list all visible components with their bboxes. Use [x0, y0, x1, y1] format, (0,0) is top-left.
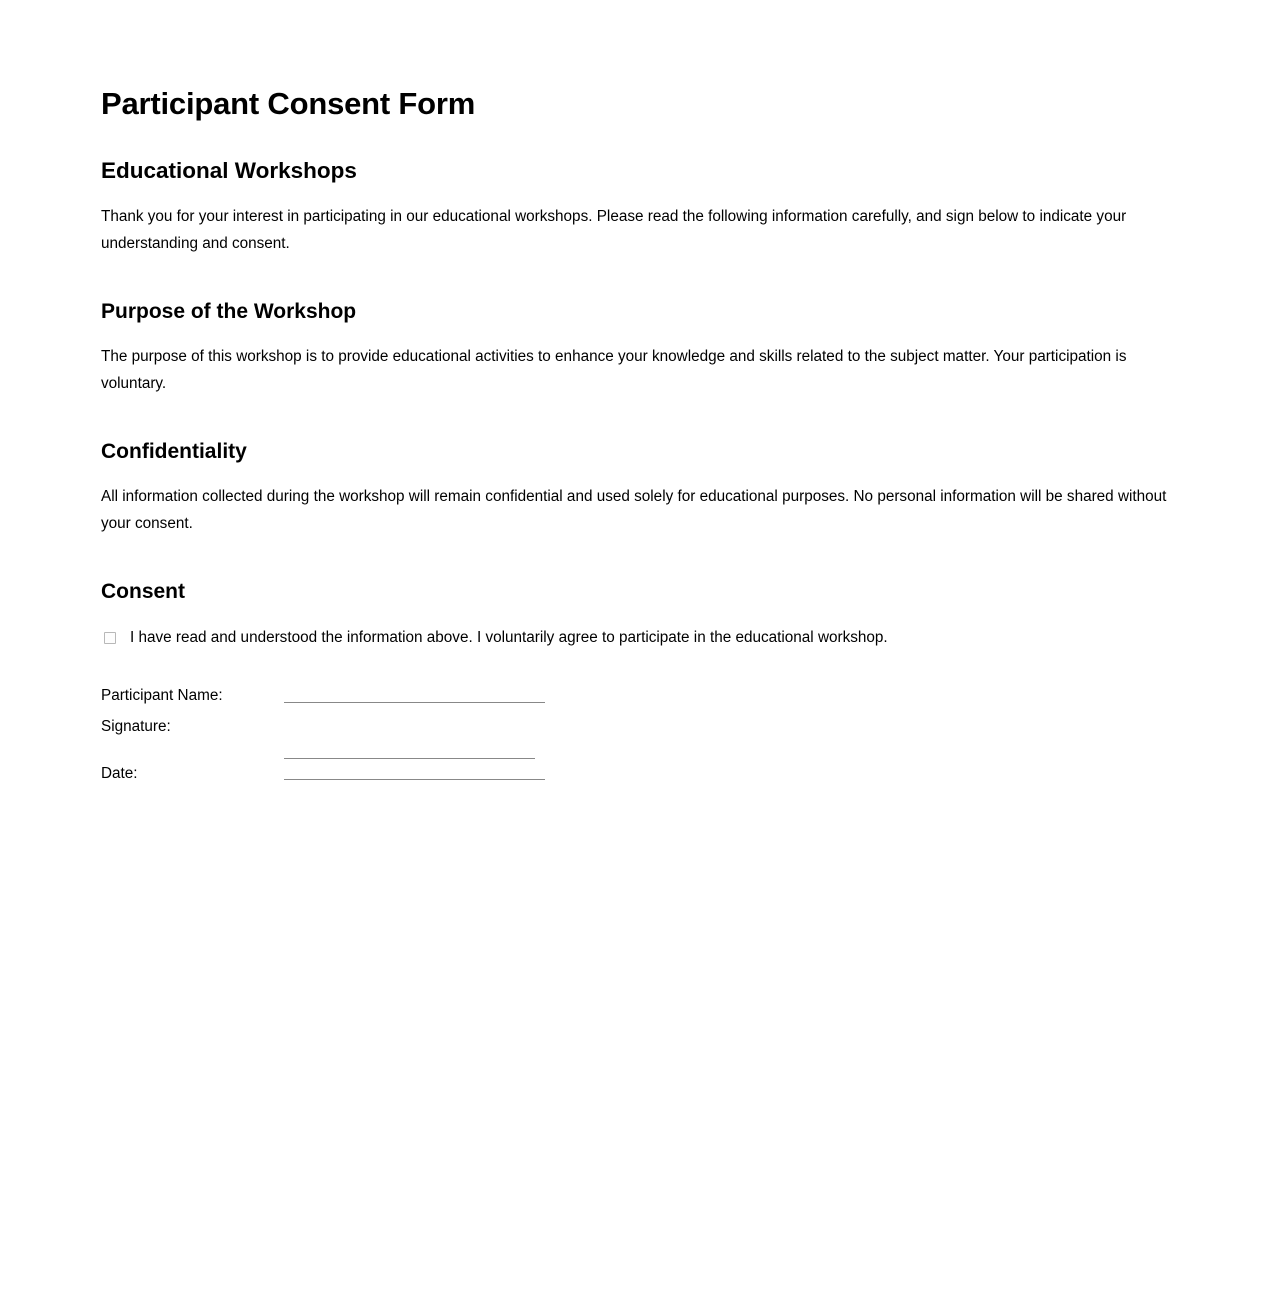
signature-block	[101, 680, 661, 790]
consent-checkbox[interactable]	[104, 632, 116, 644]
participant-name-input-line[interactable]	[284, 702, 545, 703]
section-body-confidentiality: All information collected during the workshop will remain confidential and used solely for educational purposes. No personal information will be shared without your consent.	[101, 487, 1167, 533]
consent-checkbox-label: I have read and understood the information above. I voluntarily agree to participate in the educational workshop.	[130, 629, 888, 647]
page-title: Participant Consent Form	[101, 86, 476, 121]
intro-paragraph: Thank you for your interest in participating in our educational workshops. Please read the following information carefully, and sign below to indicate your understanding and consent.	[101, 207, 1127, 253]
consent-row	[101, 628, 1175, 648]
signature-input-line[interactable]	[284, 758, 535, 759]
participant-name-label: Participant Name:	[101, 687, 223, 705]
signature-label: Signature:	[101, 718, 171, 736]
section-heading-consent: Consent	[101, 579, 185, 603]
section-heading-confidentiality: Confidentiality	[101, 439, 247, 463]
date-input-line[interactable]	[284, 779, 545, 780]
date-label: Date:	[101, 765, 138, 783]
document-subtitle: Educational Workshops	[101, 157, 357, 183]
section-heading-purpose: Purpose of the Workshop	[101, 299, 357, 323]
section-body-purpose: The purpose of this workshop is to provide educational activities to enhance your knowledge and skills related to the subject matter. Your participation is voluntary.	[101, 347, 1127, 393]
